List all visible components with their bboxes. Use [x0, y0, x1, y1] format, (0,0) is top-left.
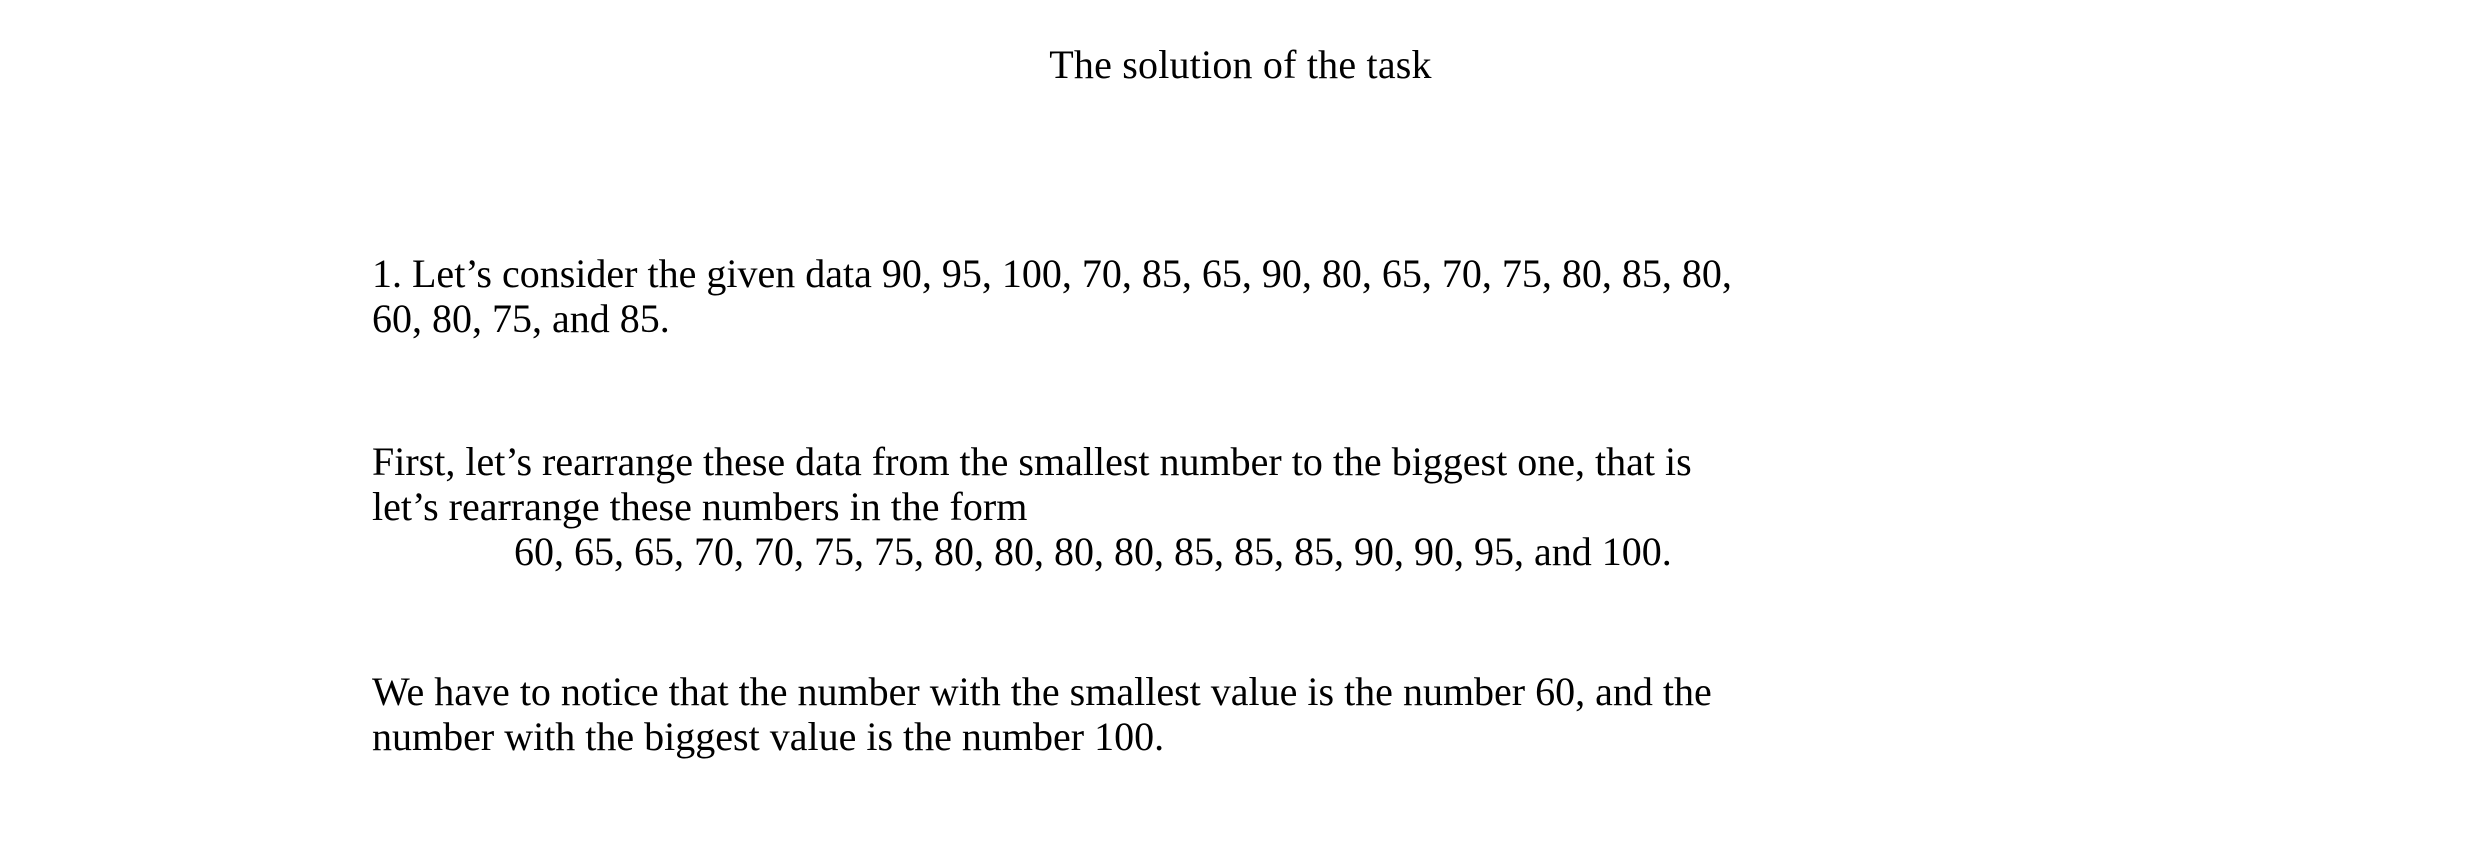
paragraph-line: number with the biggest value is the number 100.	[372, 713, 1165, 759]
paragraph-line: let’s rearrange these numbers in the form	[372, 483, 1028, 529]
paragraph-given-data	[372, 252, 2120, 342]
paragraph-line: 60, 80, 75, and 85.	[372, 295, 670, 341]
paragraph-line: 1. Let’s consider the given data 90, 95, 100, 70, 85, 65, 90, 80, 65, 70, 75, 80, 85, 80,	[372, 251, 1732, 296]
paragraph-min-max	[372, 670, 2120, 760]
paragraph-text	[372, 252, 2120, 342]
paragraph-text	[372, 440, 2120, 574]
sorted-data-line: 60, 65, 65, 70, 70, 75, 75, 80, 80, 80, 80, 85, 85, 85, 90, 90, 95, and 100.	[514, 528, 1672, 574]
paragraph-rearrange	[372, 440, 2120, 574]
paragraph-line: We have to notice that the number with the smallest value is the number 60, and the	[372, 669, 1712, 714]
page-title: The solution of the task	[1049, 42, 1432, 87]
paragraph-text	[372, 670, 2120, 760]
paragraph-line: First, let’s rearrange these data from the smallest number to the biggest one, that is	[372, 439, 1692, 484]
